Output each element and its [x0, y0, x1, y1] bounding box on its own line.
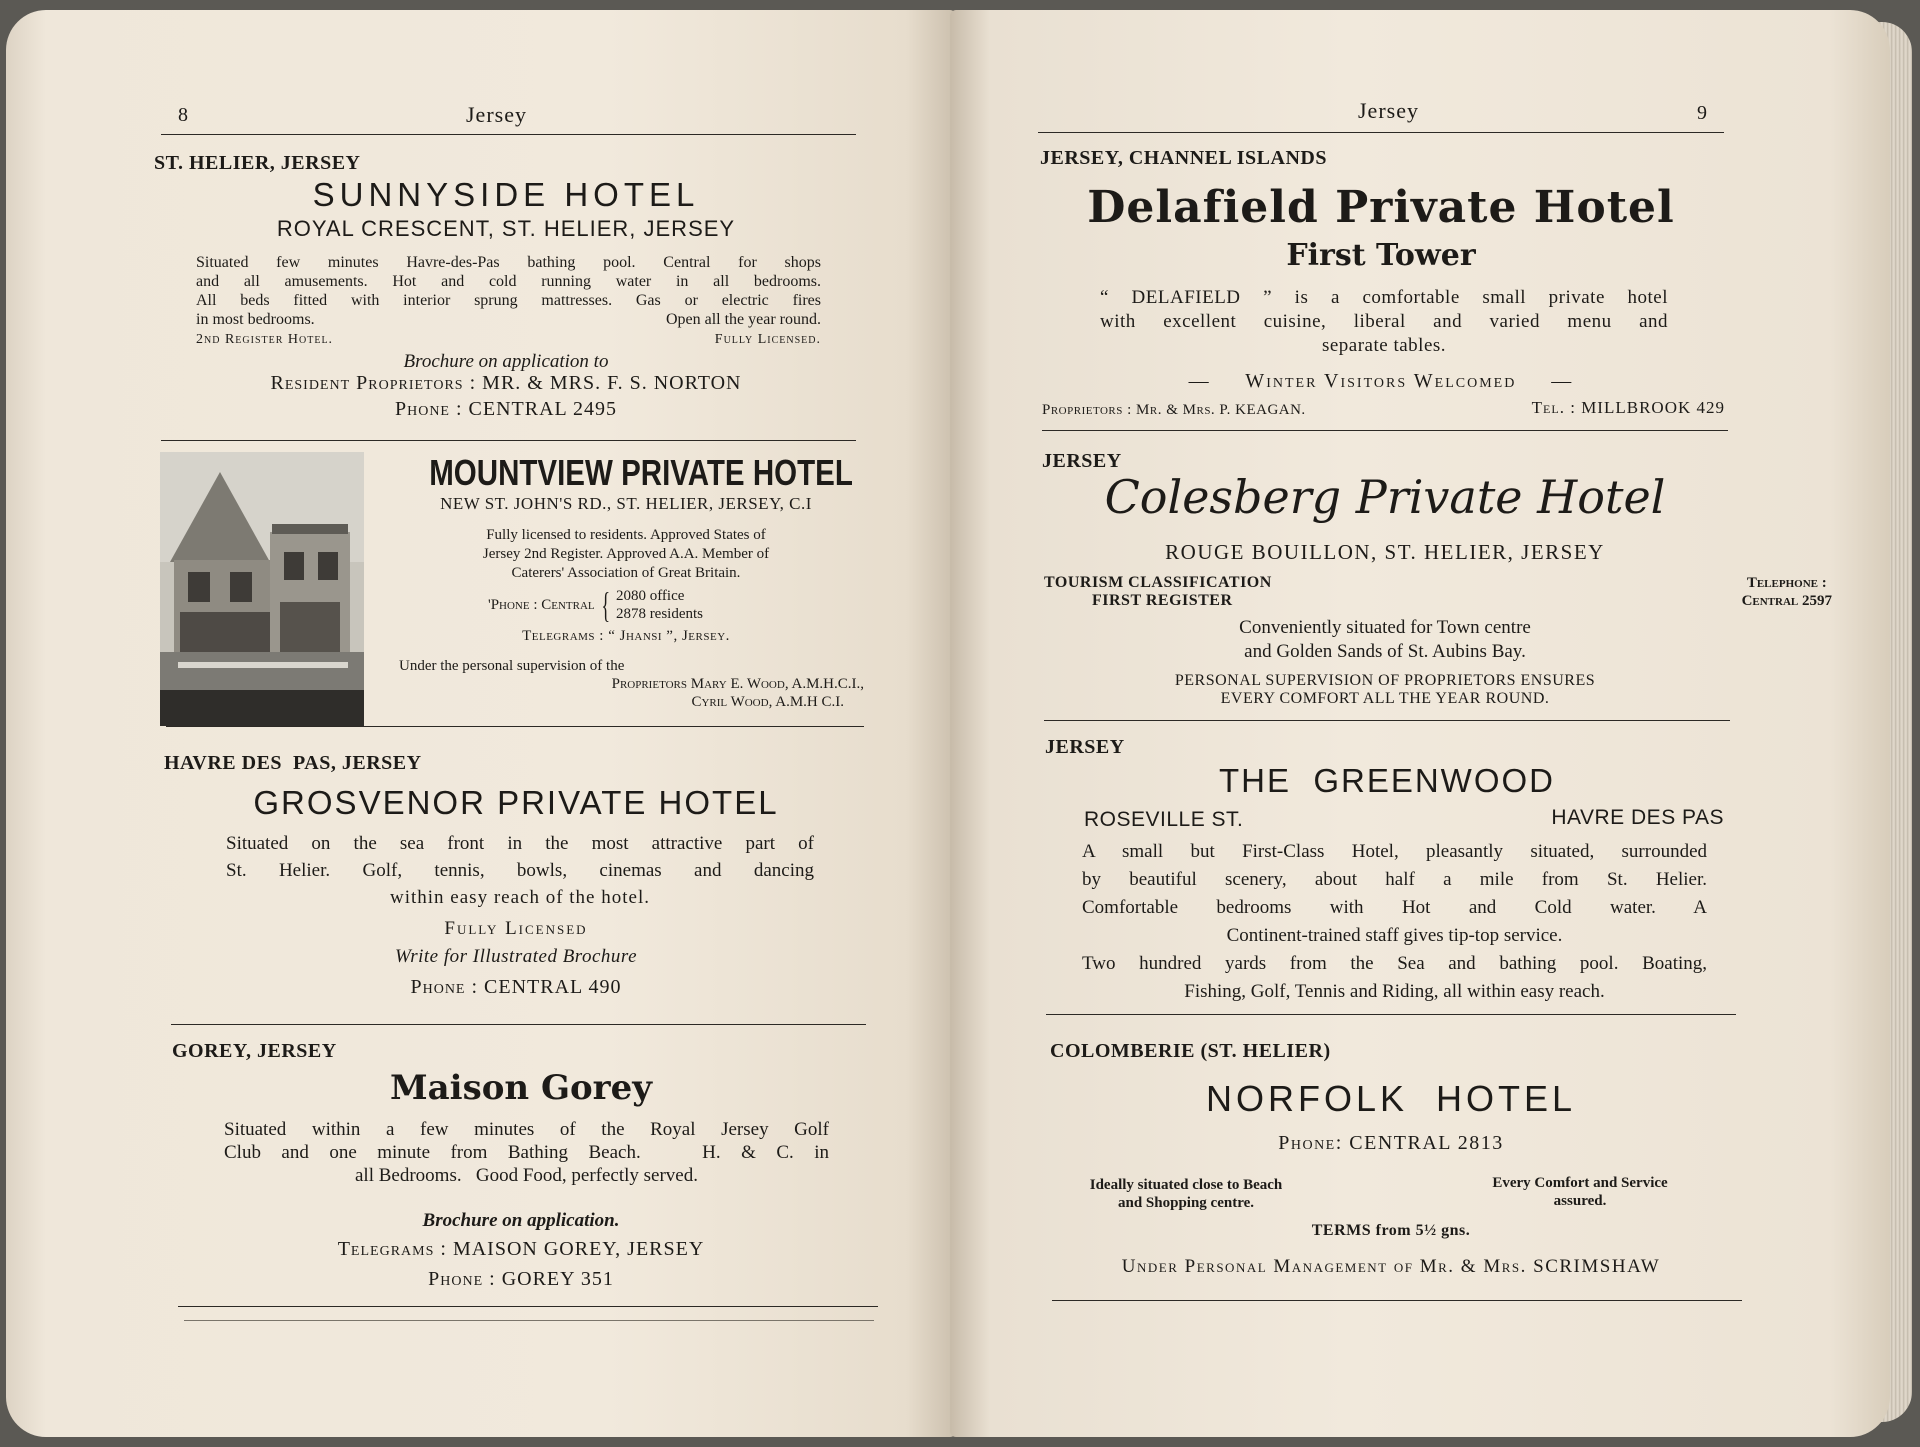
- running-head: Jersey: [466, 102, 527, 127]
- phone-residents: 2878 residents: [615, 606, 704, 622]
- hotel-name: Maison Gorey: [390, 1068, 652, 1108]
- desc-line: in most bedrooms.: [196, 311, 315, 328]
- terms-note: TERMS from 5½ gns.: [1311, 1222, 1471, 1239]
- telephone-line: Tel. : MILLBROOK 429: [1531, 398, 1725, 417]
- hotel-address: ROUGE BOUILLON, ST. HELIER, JERSEY: [1165, 540, 1605, 564]
- desc-line: Two hundred yards from the Sea and bathing pool. Boating,: [1082, 953, 1707, 974]
- location-heading: HAVRE DES PAS, JERSEY: [164, 752, 422, 774]
- phone-block: [488, 587, 703, 623]
- desc-line: Continent-trained staff gives tip-top service.: [1226, 925, 1563, 946]
- phone-office: 2080 office: [615, 588, 685, 604]
- divider: [1052, 1300, 1742, 1301]
- hotel-street: ROSEVILLE ST.: [1084, 808, 1244, 831]
- phone-line: [1046, 1132, 1736, 1155]
- divider: [161, 134, 856, 135]
- desc-line: Caterers' Association of Great Britain.: [511, 565, 741, 581]
- desc-line: “ DELAFIELD ” is a comfortable small private hotel: [1100, 287, 1668, 308]
- divider: [1038, 132, 1724, 133]
- desc-line: Comfortable bedrooms with Hot and Cold water. A: [1082, 897, 1707, 918]
- desc-line: Situated within a few minutes of the Royal Jersey Golf: [224, 1119, 829, 1140]
- phone-label: 'Phone : Central: [488, 596, 595, 613]
- desc-line: St. Helier. Golf, tennis, bowls, cinemas and dancing: [226, 860, 814, 881]
- phone-line: [156, 398, 856, 421]
- winter-note: — Winter Visitors Welcomed —: [1188, 370, 1574, 392]
- telegrams-line: Telegrams : “ Jhansi ”, Jersey.: [522, 628, 730, 644]
- supervision-note: [1042, 672, 1728, 708]
- desc-line: Jersey 2nd Register. Approved A.A. Member of: [482, 546, 770, 562]
- hotel-name: GROSVENOR PRIVATE HOTEL: [253, 784, 779, 821]
- telephone-label: Telephone :: [1746, 575, 1827, 591]
- hotel-description: [1082, 838, 1707, 1006]
- left-page: [6, 10, 956, 1437]
- telephone-number: Central 2597: [1741, 593, 1832, 609]
- norfolk-note-left: [1066, 1176, 1306, 1212]
- hotel-description: [406, 526, 846, 583]
- hotel-description: [196, 253, 821, 329]
- hotel-name: MOUNTVIEW PRIVATE HOTEL: [429, 452, 853, 493]
- divider: [178, 1306, 878, 1307]
- mountview-house-illustration: [160, 452, 364, 726]
- supervision-line: PERSONAL SUPERVISION OF PROPRIETORS ENSURES: [1174, 672, 1596, 689]
- page-number: 8: [178, 104, 188, 126]
- divider: [1042, 430, 1728, 431]
- proprietor-line: Proprietors Mary E. Wood, A.M.H.C.I.,: [611, 676, 864, 692]
- classification-block: [1044, 574, 1272, 610]
- note-line: Every Comfort and Service: [1492, 1175, 1668, 1191]
- classification-line: TOURISM CLASSIFICATION: [1044, 574, 1272, 591]
- hotel-photo: [160, 452, 364, 726]
- brochure-note: Brochure on application.: [422, 1210, 620, 1231]
- hotel-name: Colesberg Private Hotel: [1104, 470, 1666, 524]
- location-heading: COLOMBERIE (ST. HELIER): [1050, 1040, 1331, 1062]
- divider: [1044, 720, 1730, 721]
- note-line: and Shopping centre.: [1117, 1195, 1254, 1211]
- divider: [171, 1024, 866, 1025]
- phone-number: GOREY 351: [501, 1268, 614, 1290]
- phone-label: Phone:: [1278, 1132, 1343, 1154]
- brochure-note: Write for Illustrated Brochure: [394, 946, 638, 967]
- divider: [166, 726, 864, 727]
- location-heading: JERSEY: [1045, 736, 1125, 758]
- desc-line: and all amusements. Hot and cold running water in all bedrooms.: [196, 273, 821, 290]
- phone-label: Phone :: [428, 1268, 496, 1290]
- desc-line: Situated few minutes Havre-des-Pas bathing pool. Central for shops: [196, 254, 821, 271]
- desc-line: Conveniently situated for Town centre: [1239, 617, 1531, 638]
- telephone-block: [1742, 574, 1832, 610]
- hotel-name: THE GREENWOOD: [1218, 762, 1555, 799]
- hotel-district: HAVRE DES PAS: [1551, 806, 1724, 829]
- hotel-subname: First Tower: [1286, 238, 1476, 273]
- desc-line: and Golden Sands of St. Aubins Bay.: [1244, 641, 1526, 662]
- phone-number: CENTRAL 2813: [1349, 1132, 1504, 1154]
- page-number: 9: [1697, 102, 1707, 124]
- supervision-line: Under the personal supervision of the: [399, 658, 625, 674]
- telegrams-label: Telegrams :: [337, 1238, 447, 1260]
- desc-line: separate tables.: [1321, 335, 1447, 356]
- hotel-description: [1042, 616, 1728, 664]
- note-line: Ideally situated close to Beach: [1089, 1177, 1283, 1193]
- desc-line: A small but First-Class Hotel, pleasantly situated, surrounded: [1082, 841, 1707, 862]
- hotel-name: Delafield Private Hotel: [1087, 182, 1675, 233]
- desc-line: all Bedrooms. Good Food, perfectly served.: [355, 1165, 698, 1186]
- proprietors-label: Resident Proprietors :: [270, 372, 477, 394]
- right-page: [950, 10, 1890, 1437]
- desc-line: All beds fitted with interior sprung mattresses. Gas or electric fires: [196, 292, 821, 309]
- supervision-line: EVERY COMFORT ALL THE YEAR ROUND.: [1220, 690, 1550, 707]
- management-label: Under Personal Management of Mr. & Mrs.: [1121, 1256, 1527, 1277]
- desc-line: Fully licensed to residents. Approved States of: [486, 527, 766, 543]
- phone-line: [166, 976, 866, 999]
- location-heading: GOREY, JERSEY: [172, 1040, 337, 1062]
- hotel-description: [224, 1118, 829, 1187]
- phone-number: CENTRAL 490: [484, 976, 622, 998]
- phone-label: Phone :: [410, 976, 479, 998]
- licence-note: Fully Licensed: [444, 918, 588, 939]
- hotel-address: NEW ST. JOHN'S RD., ST. HELIER, JERSEY, C.I: [440, 494, 812, 513]
- location-heading: JERSEY: [1042, 450, 1122, 472]
- divider: [184, 1320, 874, 1321]
- desc-line: Situated on the sea front in the most attractive part of: [226, 833, 814, 854]
- desc-line: Fishing, Golf, Tennis and Riding, all within easy reach.: [1184, 981, 1605, 1002]
- proprietor-line: Cyril Wood, A.M.H C.I.: [691, 694, 844, 710]
- divider: [1046, 1014, 1736, 1015]
- divider: [161, 440, 856, 441]
- proprietors-line: [156, 372, 856, 395]
- desc-line: with excellent cuisine, liberal and varied menu and: [1100, 311, 1668, 332]
- norfolk-note-right: [1460, 1174, 1700, 1210]
- running-head: Jersey: [1358, 98, 1419, 123]
- phone-number: CENTRAL 2495: [468, 398, 618, 420]
- hotel-description: [1100, 286, 1668, 358]
- location-heading: JERSEY, CHANNEL ISLANDS: [1040, 147, 1327, 169]
- desc-line: by beautiful scenery, about half a mile from St. Helier.: [1082, 869, 1707, 890]
- phone-line: [171, 1268, 871, 1291]
- phone-label: Phone :: [394, 398, 463, 420]
- location-heading: ST. HELIER, JERSEY: [154, 152, 361, 174]
- licence-note: Fully Licensed.: [714, 332, 821, 347]
- hotel-description: [226, 830, 814, 911]
- desc-line: Club and one minute from Bathing Beach. H. & C. in: [224, 1142, 829, 1163]
- hotel-name: SUNNYSIDE HOTEL: [312, 176, 700, 213]
- proprietors-names: MR. & MRS. F. S. NORTON: [482, 372, 742, 394]
- desc-line: Open all the year round.: [665, 311, 821, 328]
- classification-line: FIRST REGISTER: [1092, 592, 1233, 609]
- management-name: SCRIMSHAW: [1533, 1256, 1661, 1277]
- hotel-address: ROYAL CRESCENT, ST. HELIER, JERSEY: [276, 216, 736, 241]
- hotel-name: NORFOLK HOTEL: [1205, 1078, 1577, 1119]
- proprietors-line: Proprietors : Mr. & Mrs. P. KEAGAN.: [1042, 402, 1306, 418]
- brace-icon: {: [600, 585, 610, 625]
- brochure-note: Brochure on application to: [403, 351, 609, 372]
- telegrams-line: [171, 1238, 871, 1261]
- telegrams-address: MAISON GOREY, JERSEY: [452, 1238, 705, 1260]
- desc-line: within easy reach of the hotel.: [390, 887, 650, 908]
- note-line: assured.: [1553, 1193, 1607, 1209]
- management-line: [1046, 1256, 1736, 1278]
- register-note: 2nd Register Hotel.: [196, 332, 334, 347]
